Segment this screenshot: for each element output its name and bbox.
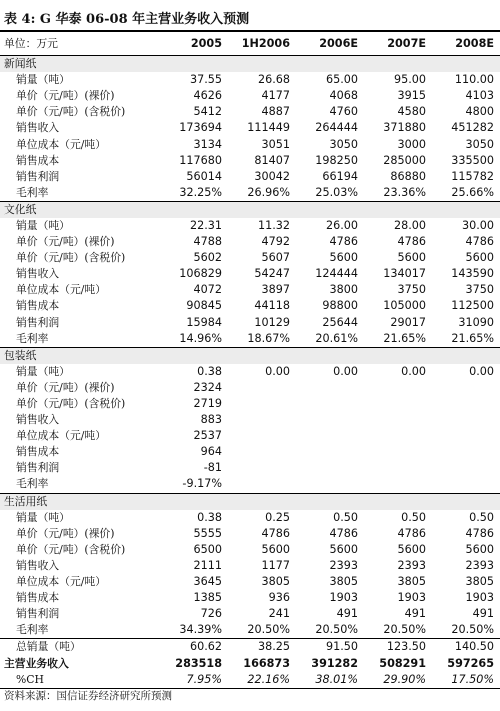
- cell-value: [432, 396, 500, 412]
- table-row: [0, 444, 500, 460]
- col-header: 2008E: [432, 33, 500, 56]
- col-header: 1H2006: [228, 33, 296, 56]
- cell-value: 4177: [261, 89, 290, 103]
- cell-value: 936: [268, 591, 290, 605]
- row-label: 生活用纸: [0, 493, 160, 510]
- cell-value: 4786: [329, 235, 358, 249]
- cell-value: [432, 201, 500, 218]
- cell-value: 20.50%: [451, 623, 494, 637]
- header-row: [0, 33, 500, 56]
- cell-value: 3134: [193, 137, 222, 151]
- cell-value: 25.03%: [315, 185, 358, 199]
- cell-value: 124444: [315, 267, 358, 281]
- cell-value: 491: [472, 607, 494, 621]
- cell-value: 283518: [175, 656, 222, 670]
- cell-value: 20.50%: [247, 623, 290, 637]
- cell-value: 4580: [397, 105, 426, 119]
- cell-value: 2393: [329, 558, 358, 572]
- cell-value: 1385: [193, 591, 222, 605]
- cell-value: 105000: [383, 299, 426, 313]
- table-row: [0, 298, 500, 314]
- table-row: [0, 104, 500, 120]
- cell-value: 86880: [390, 169, 426, 183]
- table-row: [0, 380, 500, 396]
- cell-value: 371880: [383, 121, 426, 135]
- cell-value: 3050: [465, 137, 494, 151]
- cell-value: [228, 412, 296, 428]
- cell-value: 0.00: [401, 364, 426, 378]
- cell-value: 21.65%: [383, 331, 426, 345]
- cell-value: [364, 476, 432, 493]
- table-row: [0, 526, 500, 542]
- cell-value: 90845: [186, 299, 222, 313]
- cell-value: 335500: [451, 153, 494, 167]
- cell-value: 30.00: [461, 218, 494, 232]
- cell-value: [296, 428, 364, 444]
- cell-value: 491: [336, 607, 358, 621]
- cell-value: [228, 380, 296, 396]
- cell-value: 4786: [465, 526, 494, 540]
- cell-value: [364, 396, 432, 412]
- cell-value: [228, 428, 296, 444]
- cell-value: [228, 201, 296, 218]
- cell-value: 451282: [451, 121, 494, 135]
- cell-value: 111449: [247, 121, 290, 135]
- cell-value: 964: [200, 445, 222, 459]
- cell-value: 31090: [458, 315, 494, 329]
- cell-value: 81407: [254, 153, 290, 167]
- cell-value: [364, 428, 432, 444]
- cell-value: [296, 460, 364, 476]
- row-label: 主营业务收入: [4, 656, 69, 670]
- cell-value: 5600: [465, 542, 494, 556]
- cell-value: 4072: [193, 283, 222, 297]
- cell-value: [432, 476, 500, 493]
- cell-value: 30042: [254, 169, 290, 183]
- cell-value: 0.50: [401, 510, 426, 524]
- cell-value: 2537: [193, 429, 222, 443]
- cell-value: 0.38: [197, 364, 222, 378]
- cell-value: 1903: [397, 591, 426, 605]
- cell-value: 4786: [261, 526, 290, 540]
- cell-value: 37.55: [189, 73, 222, 87]
- cell-value: 0.00: [265, 364, 290, 378]
- row-label: 销量（吨）: [16, 510, 70, 524]
- cell-value: 491: [404, 607, 426, 621]
- cell-value: 38.01%: [296, 672, 364, 689]
- cell-value: [160, 493, 228, 510]
- cell-value: 2111: [193, 558, 222, 572]
- table-row: [0, 590, 500, 606]
- cell-value: 241: [268, 607, 290, 621]
- row-label: 销售收入: [16, 558, 60, 572]
- cell-value: 5600: [329, 542, 358, 556]
- table-row: [0, 428, 500, 444]
- cell-value: 4760: [329, 105, 358, 119]
- cell-value: 2393: [465, 558, 494, 572]
- cell-value: [228, 396, 296, 412]
- cell-value: 29.90%: [364, 672, 432, 689]
- cell-value: 21.65%: [451, 331, 494, 345]
- cell-value: 26.68: [257, 73, 290, 87]
- row-label: 销售成本: [16, 591, 60, 605]
- cell-value: 391282: [311, 656, 358, 670]
- cell-value: 17.50%: [432, 672, 500, 689]
- cell-value: 20.61%: [315, 331, 358, 345]
- cell-value: 56014: [186, 169, 222, 183]
- row-label: 文化纸: [0, 201, 160, 218]
- row-label: 单价（元/吨）(含税价): [16, 542, 126, 556]
- cell-value: 883: [200, 413, 222, 427]
- cell-value: 0.25: [265, 510, 290, 524]
- row-label: 单价（元/吨）(含税价): [16, 251, 126, 265]
- row-label: 单价（元/吨）(裸价): [16, 526, 115, 540]
- cell-value: [296, 201, 364, 218]
- cell-value: 3000: [397, 137, 426, 151]
- col-header: 2006E: [296, 33, 364, 56]
- cell-value: [296, 380, 364, 396]
- cell-value: [432, 56, 500, 73]
- cell-value: [364, 444, 432, 460]
- cell-value: 597265: [447, 656, 494, 670]
- cell-value: [160, 347, 228, 364]
- cell-value: 20.50%: [383, 623, 426, 637]
- cell-value: [296, 493, 364, 510]
- cell-value: 29017: [390, 315, 426, 329]
- cell-value: [432, 428, 500, 444]
- cell-value: 3805: [261, 575, 290, 589]
- cell-value: 98800: [322, 299, 358, 313]
- cell-value: 4626: [193, 89, 222, 103]
- cell-value: 4786: [329, 526, 358, 540]
- revenue-forecast-table: [0, 33, 500, 689]
- cell-value: 106829: [179, 267, 222, 281]
- table-row: [0, 185, 500, 202]
- cell-value: [228, 476, 296, 493]
- table-row: [0, 250, 500, 266]
- row-label: 单位成本（元/吨）: [16, 575, 107, 589]
- cell-value: 134017: [383, 267, 426, 281]
- cell-value: [228, 460, 296, 476]
- table-body: [0, 33, 500, 688]
- table-row: [0, 606, 500, 622]
- cell-value: 2324: [193, 380, 222, 394]
- cell-value: 5600: [397, 251, 426, 265]
- cell-value: 23.36%: [383, 185, 426, 199]
- row-label: %CH: [0, 672, 160, 689]
- cell-value: 0.38: [197, 510, 222, 524]
- cell-value: 25644: [322, 315, 358, 329]
- cell-value: [432, 460, 500, 476]
- cell-value: 91.50: [296, 639, 364, 656]
- table-row: [0, 460, 500, 476]
- cell-value: 26.96%: [247, 185, 290, 199]
- table-row: [0, 136, 500, 152]
- cell-value: 2719: [193, 397, 222, 411]
- row-label: 单价（元/吨）(含税价): [16, 105, 126, 119]
- cell-value: 4786: [397, 526, 426, 540]
- row-label: 包装纸: [0, 347, 160, 364]
- cell-value: [296, 412, 364, 428]
- cell-value: 38.25: [228, 639, 296, 656]
- cell-value: [228, 493, 296, 510]
- table-row: [0, 476, 500, 493]
- row-label: 毛利率: [16, 331, 49, 345]
- cell-value: [296, 396, 364, 412]
- section-header-row: [0, 56, 500, 73]
- cell-value: [364, 201, 432, 218]
- cell-value: [228, 444, 296, 460]
- cell-value: 5412: [193, 105, 222, 119]
- top-rule: [0, 30, 500, 32]
- cell-value: 3051: [261, 137, 290, 151]
- row-label: 销售成本: [16, 445, 60, 459]
- cell-value: 5602: [193, 251, 222, 265]
- total-row: [0, 672, 500, 689]
- cell-value: 44118: [254, 299, 290, 313]
- table-row: [0, 396, 500, 412]
- cell-value: 264444: [315, 121, 358, 135]
- table-row: [0, 88, 500, 104]
- cell-value: 1903: [465, 591, 494, 605]
- row-label: 销量（吨）: [16, 73, 70, 87]
- cell-value: 5607: [261, 251, 290, 265]
- col-header: 2007E: [364, 33, 432, 56]
- cell-value: 4792: [261, 235, 290, 249]
- col-header: 2005: [160, 33, 228, 56]
- table-row: [0, 218, 500, 234]
- cell-value: 65.00: [325, 73, 358, 87]
- cell-value: [296, 56, 364, 73]
- cell-value: 3805: [397, 575, 426, 589]
- cell-value: 140.50: [432, 639, 500, 656]
- cell-value: [228, 56, 296, 73]
- cell-value: 3050: [329, 137, 358, 151]
- cell-value: 3800: [329, 283, 358, 297]
- cell-value: [228, 347, 296, 364]
- row-label: 销售利润: [16, 169, 60, 183]
- row-label: 销售利润: [16, 607, 60, 621]
- cell-value: 66194: [322, 169, 358, 183]
- cell-value: 5600: [397, 542, 426, 556]
- cell-value: 2393: [397, 558, 426, 572]
- cell-value: [432, 347, 500, 364]
- row-label: 销售利润: [16, 315, 60, 329]
- cell-value: 4786: [465, 235, 494, 249]
- cell-value: 5600: [261, 542, 290, 556]
- cell-value: -9.17%: [182, 477, 222, 491]
- cell-value: [364, 347, 432, 364]
- cell-value: 198250: [315, 153, 358, 167]
- cell-value: 0.00: [333, 364, 358, 378]
- cell-value: 15984: [186, 315, 222, 329]
- cell-value: 7.95%: [160, 672, 228, 689]
- unit-label: 单位：万元: [0, 33, 160, 56]
- table-row: [0, 120, 500, 136]
- cell-value: 3645: [193, 575, 222, 589]
- cell-value: 4788: [193, 235, 222, 249]
- cell-value: 117680: [179, 153, 222, 167]
- row-label: 销售利润: [16, 461, 60, 475]
- cell-value: [160, 201, 228, 218]
- cell-value: 6500: [193, 542, 222, 556]
- row-label: 销售收入: [16, 121, 60, 135]
- cell-value: 112500: [451, 299, 494, 313]
- cell-value: 3750: [465, 283, 494, 297]
- row-label: 单价（元/吨）(含税价): [16, 397, 126, 411]
- row-label: 单价（元/吨）(裸价): [16, 89, 115, 103]
- cell-value: 3897: [261, 283, 290, 297]
- table-row: [0, 234, 500, 250]
- cell-value: [432, 380, 500, 396]
- source-note: 资料来源：国信证券经济研究所预测: [4, 690, 172, 702]
- section-header-row: [0, 347, 500, 364]
- cell-value: [364, 412, 432, 428]
- cell-value: 95.00: [393, 73, 426, 87]
- row-label: 单价（元/吨）(裸价): [16, 235, 115, 249]
- cell-value: [296, 347, 364, 364]
- row-label: 销售收入: [16, 413, 60, 427]
- table-row: [0, 169, 500, 185]
- cell-value: [296, 444, 364, 460]
- cell-value: 25.66%: [451, 185, 494, 199]
- cell-value: 14.96%: [179, 331, 222, 345]
- row-label: 单位成本（元/吨）: [16, 137, 107, 151]
- cell-value: [364, 56, 432, 73]
- table-row: [0, 558, 500, 574]
- cell-value: 1177: [261, 558, 290, 572]
- cell-value: [364, 460, 432, 476]
- row-label: 新闻纸: [0, 56, 160, 73]
- cell-value: 3915: [397, 89, 426, 103]
- cell-value: [364, 493, 432, 510]
- cell-value: 10129: [254, 315, 290, 329]
- total-row: [0, 655, 500, 671]
- section-header-row: [0, 201, 500, 218]
- cell-value: 28.00: [393, 218, 426, 232]
- row-label: 销量（吨）: [16, 218, 70, 232]
- cell-value: 0.50: [333, 510, 358, 524]
- cell-value: [432, 412, 500, 428]
- cell-value: 11.32: [257, 218, 290, 232]
- cell-value: 22.16%: [228, 672, 296, 689]
- total-row: [0, 639, 500, 656]
- table-row: [0, 412, 500, 428]
- row-label: 单位成本（元/吨）: [16, 429, 107, 443]
- table-row: [0, 315, 500, 331]
- cell-value: 3750: [397, 283, 426, 297]
- section-header-row: [0, 493, 500, 510]
- cell-value: 143590: [451, 267, 494, 281]
- table-row: [0, 72, 500, 88]
- cell-value: 4800: [465, 105, 494, 119]
- table-row: [0, 510, 500, 526]
- cell-value: 115782: [451, 169, 494, 183]
- cell-value: 34.39%: [179, 623, 222, 637]
- cell-value: [296, 476, 364, 493]
- row-label: 单位成本（元/吨）: [16, 283, 107, 297]
- cell-value: 5600: [329, 251, 358, 265]
- table-row: [0, 153, 500, 169]
- cell-value: 110.00: [454, 73, 494, 87]
- cell-value: 508291: [379, 656, 426, 670]
- cell-value: 54247: [254, 267, 290, 281]
- table-row: [0, 364, 500, 380]
- cell-value: 5600: [465, 251, 494, 265]
- cell-value: 18.67%: [247, 331, 290, 345]
- row-label: 销售成本: [16, 299, 60, 313]
- cell-value: -81: [203, 461, 222, 475]
- row-label: 总销量（吨）: [0, 639, 160, 656]
- cell-value: 173694: [179, 121, 222, 135]
- row-label: 单价（元/吨）(裸价): [16, 380, 115, 394]
- row-label: 毛利率: [16, 185, 49, 199]
- cell-value: 26.00: [325, 218, 358, 232]
- cell-value: 22.31: [189, 218, 222, 232]
- cell-value: 3805: [465, 575, 494, 589]
- cell-value: 60.62: [160, 639, 228, 656]
- cell-value: 4068: [329, 89, 358, 103]
- cell-value: [364, 380, 432, 396]
- cell-value: 32.25%: [179, 185, 222, 199]
- cell-value: 20.50%: [315, 623, 358, 637]
- cell-value: 0.00: [469, 364, 494, 378]
- table-row: [0, 542, 500, 558]
- cell-value: 4786: [397, 235, 426, 249]
- row-label: 销售成本: [16, 153, 60, 167]
- cell-value: 4887: [261, 105, 290, 119]
- table-title: 表 4: G 华泰 06-08 年主营业务收入预测: [4, 12, 250, 27]
- cell-value: 123.50: [364, 639, 432, 656]
- cell-value: [432, 493, 500, 510]
- cell-value: 5555: [193, 526, 222, 540]
- table-row: [0, 331, 500, 348]
- cell-value: 4103: [465, 89, 494, 103]
- cell-value: [432, 444, 500, 460]
- cell-value: 726: [200, 607, 222, 621]
- cell-value: 285000: [383, 153, 426, 167]
- table-row: [0, 282, 500, 298]
- cell-value: 1903: [329, 591, 358, 605]
- cell-value: 3805: [329, 575, 358, 589]
- row-label: 毛利率: [16, 623, 49, 637]
- row-label: 毛利率: [16, 477, 49, 491]
- row-label: 销量（吨）: [16, 364, 70, 378]
- table-row: [0, 574, 500, 590]
- row-label: 销售收入: [16, 267, 60, 281]
- table-row: [0, 266, 500, 282]
- table-row: [0, 622, 500, 639]
- cell-value: 166873: [243, 656, 290, 670]
- cell-value: [160, 56, 228, 73]
- cell-value: 0.50: [469, 510, 494, 524]
